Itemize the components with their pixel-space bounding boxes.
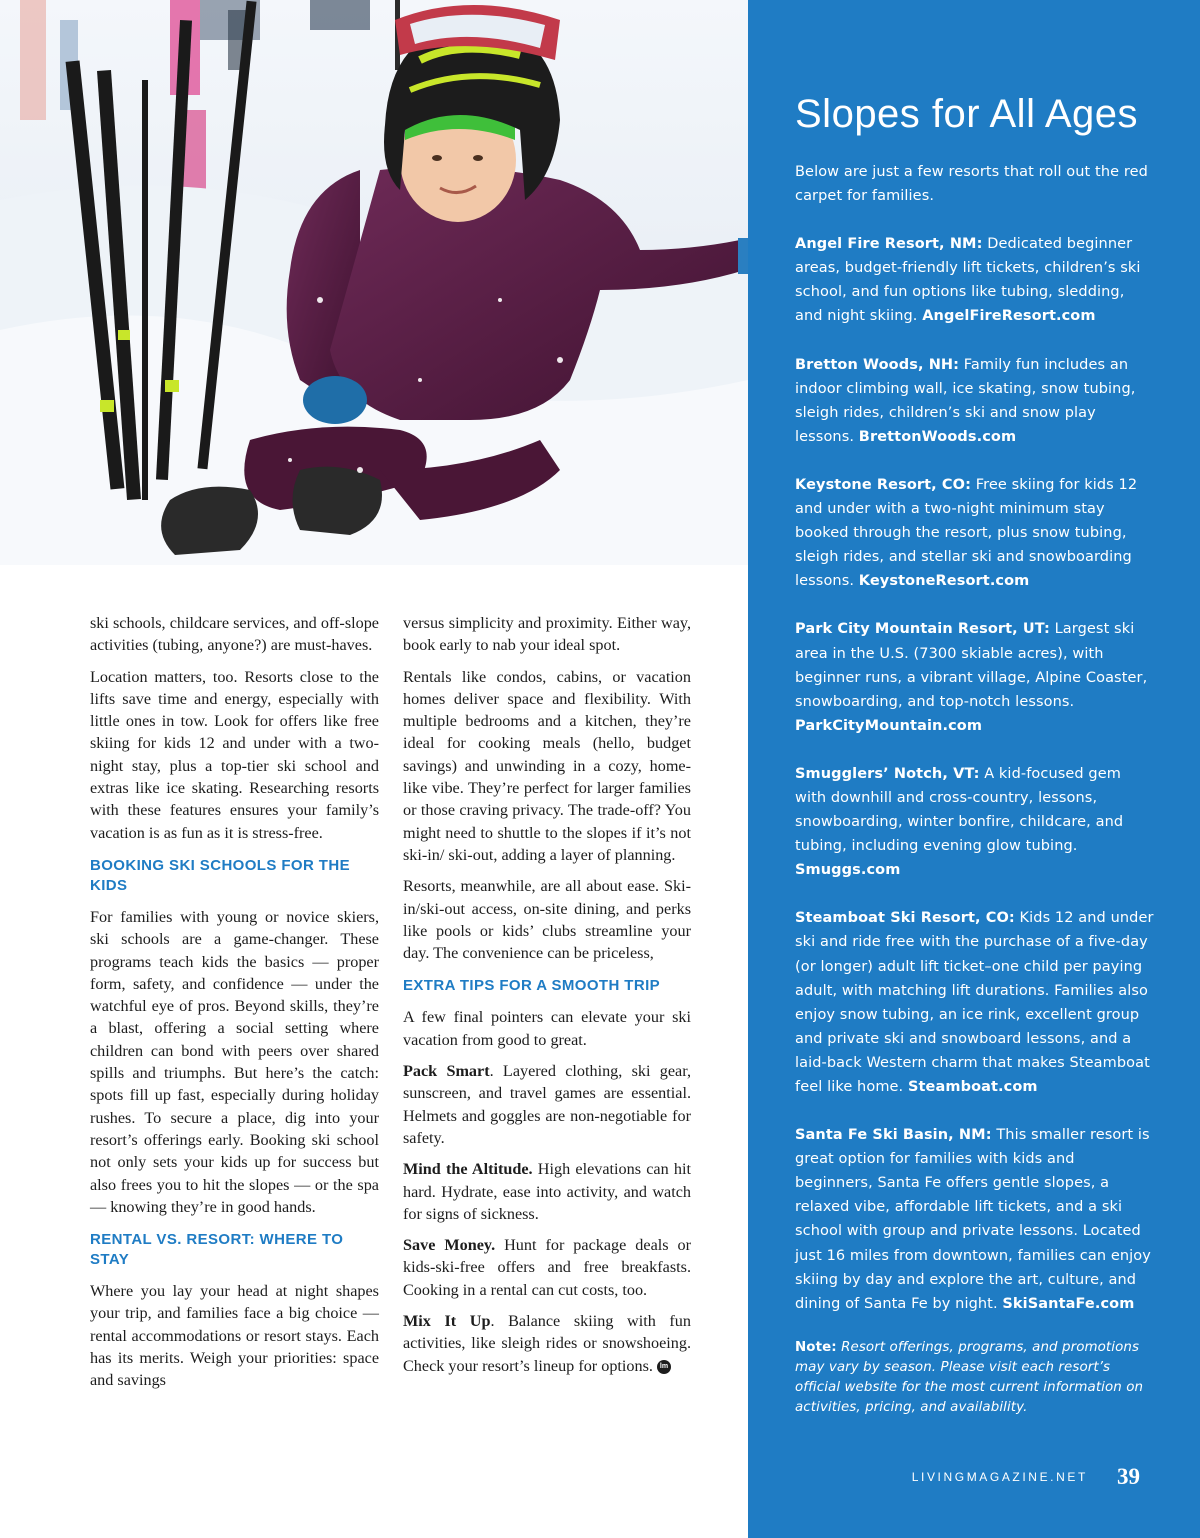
resort-name: Santa Fe Ski Basin, NM: xyxy=(795,1127,992,1144)
tip-pack-smart xyxy=(403,1060,691,1149)
resort-description: Largest ski area in the U.S. (7300 skiable acres), with beginner runs, a vibrant village, Alpine Coaster, snowboarding, and top-notch lessons. xyxy=(795,621,1148,710)
child-skiing-illustration xyxy=(0,0,748,565)
page-footer xyxy=(748,1464,1140,1490)
tip-text: Hunt for package deals or kids-ski-free offers and free breakfasts. Cooking in a rental can cut costs, too. xyxy=(403,1236,692,1299)
tip-label: Pack Smart xyxy=(403,1062,490,1081)
resort-name: Smugglers’ Notch, VT: xyxy=(795,765,980,782)
resort-link[interactable]: AngelFireResort.com xyxy=(922,308,1096,325)
resort-entry xyxy=(795,473,1155,593)
note-text: Resort offerings, programs, and promotions may vary by season. Please visit each resort’s official website for the most current information on activities, pricing, and availability. xyxy=(795,1339,1144,1415)
article-column-left xyxy=(90,612,379,1401)
resort-link[interactable]: KeystoneResort.com xyxy=(858,573,1030,590)
tip-text: High elevations can hit hard. Hydrate, ease into activity, and watch for signs of sickness. xyxy=(403,1160,691,1223)
resort-entry xyxy=(795,232,1155,328)
resort-name: Angel Fire Resort, NM: xyxy=(795,236,983,253)
end-mark-icon: lm xyxy=(657,1360,671,1374)
article-paragraph: Rentals like condos, cabins, or vacation homes deliver space and flexibility. With multiple bedrooms and a kitchen, they’re ideal for cooking meals (hello, budget savings) and unwinding in a cozy, home-like vibe. They’re perfect for larger families or those craving privacy. The trade-off? You might need to shuttle to the slopes if it’s not ski-in/ ski-out, adding a layer of planning. xyxy=(403,667,691,864)
resort-description: This smaller resort is great option for families with kids and beginners, Santa Fe offers gentle slopes, a relaxed vibe, affordable lift tickets, and a ski school with group and private lessons. Located just 16 miles from downtown, families can enjoy skiing by day and explore the art, culture, and dining of Santa Fe by night. xyxy=(795,1127,1151,1312)
resort-description: Kids 12 and under ski and ride free with the purchase of a five-day (or longer) adult lift ticket–one child per paying adult, with matching lift durations. Families also enjoy snow tubing, an ice rink, excellent group and private ski and snowboard lessons, and a laid-back Western charm that makes Steamboat feel like home. xyxy=(795,910,1154,1095)
resort-entry xyxy=(795,906,1155,1099)
article-paragraph: A few final pointers can elevate your ski vacation from good to great. xyxy=(403,1008,691,1049)
article-paragraph: Location matters, too. Resorts close to the lifts save time and energy, especially with little ones in tow. Look for offers like free skiing for kids 12 and under with a two-night stay, plus a top-tier ski school and extras like ice skating. Researching resorts with these features ensures your family’s vacation is as fun as it is stress-free. xyxy=(90,667,379,842)
tip-save-money xyxy=(403,1234,691,1301)
resort-description: Dedicated beginner areas, budget-friendly lift tickets, children’s ski school, and fun options like tubing, sledding, and night skiing. xyxy=(795,236,1141,325)
tip-mix-it-up xyxy=(403,1310,691,1377)
resort-description: Free skiing for kids 12 and under with a two-night minimum stay booked through the resort, plus snow tubing, sleigh rides, and stellar ski and snowboarding lessons. xyxy=(795,476,1138,590)
sidebar-intro: Below are just a few resorts that roll out the red carpet for families. xyxy=(795,164,1148,205)
resort-link[interactable]: Steamboat.com xyxy=(907,1079,1038,1095)
tip-label: Mix It Up xyxy=(403,1312,491,1331)
resort-entry xyxy=(795,1123,1155,1316)
resort-entry xyxy=(795,762,1155,882)
resort-sidebar xyxy=(748,0,1200,1538)
resort-link[interactable]: BrettonWoods.com xyxy=(858,428,1017,445)
tip-text: . Balance skiing with fun activities, like sleigh rides or snowshoeing. Check your resort’s lineup for options. xyxy=(403,1312,691,1375)
resort-entry xyxy=(795,617,1155,737)
tip-label: Mind the Altitude. xyxy=(403,1160,533,1179)
resort-link[interactable]: Smuggs.com xyxy=(795,862,901,879)
resort-name: Keystone Resort, CO: xyxy=(795,476,971,493)
resort-name: Steamboat Ski Resort, CO: xyxy=(795,910,1015,927)
tip-mind-altitude xyxy=(403,1158,691,1225)
footer-site[interactable]: LIVINGMAGAZINE.NET xyxy=(911,1470,1088,1484)
article-paragraph: versus simplicity and proximity. Either way, book early to nab your ideal spot. xyxy=(403,614,691,655)
resort-entry xyxy=(795,353,1155,449)
resort-link[interactable]: SkiSantaFe.com xyxy=(1002,1295,1135,1312)
sidebar-body xyxy=(795,160,1155,1418)
hero-photo xyxy=(0,0,748,565)
resort-description: Family fun includes an indoor climbing wall, ice skating, snow tubing, sleigh rides, children’s ski and snow play lessons. xyxy=(795,356,1136,445)
article-paragraph: Where you lay your head at night shapes your trip, and families face a big choice — rental accommodations or resort stays. Each has its merits. Weigh your priorities: space and savings xyxy=(90,1282,379,1390)
section-heading-ski-schools: BOOKING SKI SCHOOLS FOR THE KIDS xyxy=(90,856,350,894)
note-label: Note: xyxy=(795,1339,837,1355)
sidebar-note xyxy=(795,1338,1155,1418)
section-heading-extra-tips: EXTRA TIPS FOR A SMOOTH TRIP xyxy=(403,977,661,995)
article-column-middle xyxy=(403,612,691,1386)
article-paragraph: For families with young or novice skiers, ski schools are a game-changer. These programs teach kids the basics — proper form, safety, and confidence — under the watchful eye of pros. Beyond skills, they’re a blast, offering a social setting where children can bond with peers over shared spills and triumphs. But here’s the catch: spots fill up fast, especially during holiday rushes. To secure a place, dig into your resort’s offerings early. Booking ski school not only sets your kids up for success but also frees you to hit the slopes — or the spa — knowing they’re in good hands. xyxy=(90,907,379,1216)
resort-name: Park City Mountain Resort, UT: xyxy=(795,621,1050,638)
resort-name: Bretton Woods, NH: xyxy=(795,356,960,373)
tip-label: Save Money. xyxy=(403,1236,496,1255)
article-paragraph: ski schools, childcare services, and off-slope activities (tubing, anyone?) are must-haves. xyxy=(90,614,379,655)
tip-text: . Layered clothing, ski gear, sunscreen, and travel games are essential. Helmets and goggles are non-negotiable for safety. xyxy=(403,1062,692,1147)
sidebar-title: Slopes for All Ages xyxy=(795,92,1139,136)
resort-description: A kid-focused gem with downhill and cross-country, lessons, snowboarding, winter bonfire, childcare, and tubing, including evening glow tubing. xyxy=(795,765,1124,855)
page-number: 39 xyxy=(1117,1464,1140,1489)
article-paragraph: Resorts, meanwhile, are all about ease. Ski-in/ski-out access, on-site dining, and perks like pools or kids’ clubs streamline your day. The convenience can be priceless, xyxy=(403,877,691,963)
resort-link[interactable]: ParkCityMountain.com xyxy=(795,717,983,734)
section-heading-rental-vs-resort: RENTAL VS. RESORT: WHERE TO STAY xyxy=(90,1231,344,1269)
